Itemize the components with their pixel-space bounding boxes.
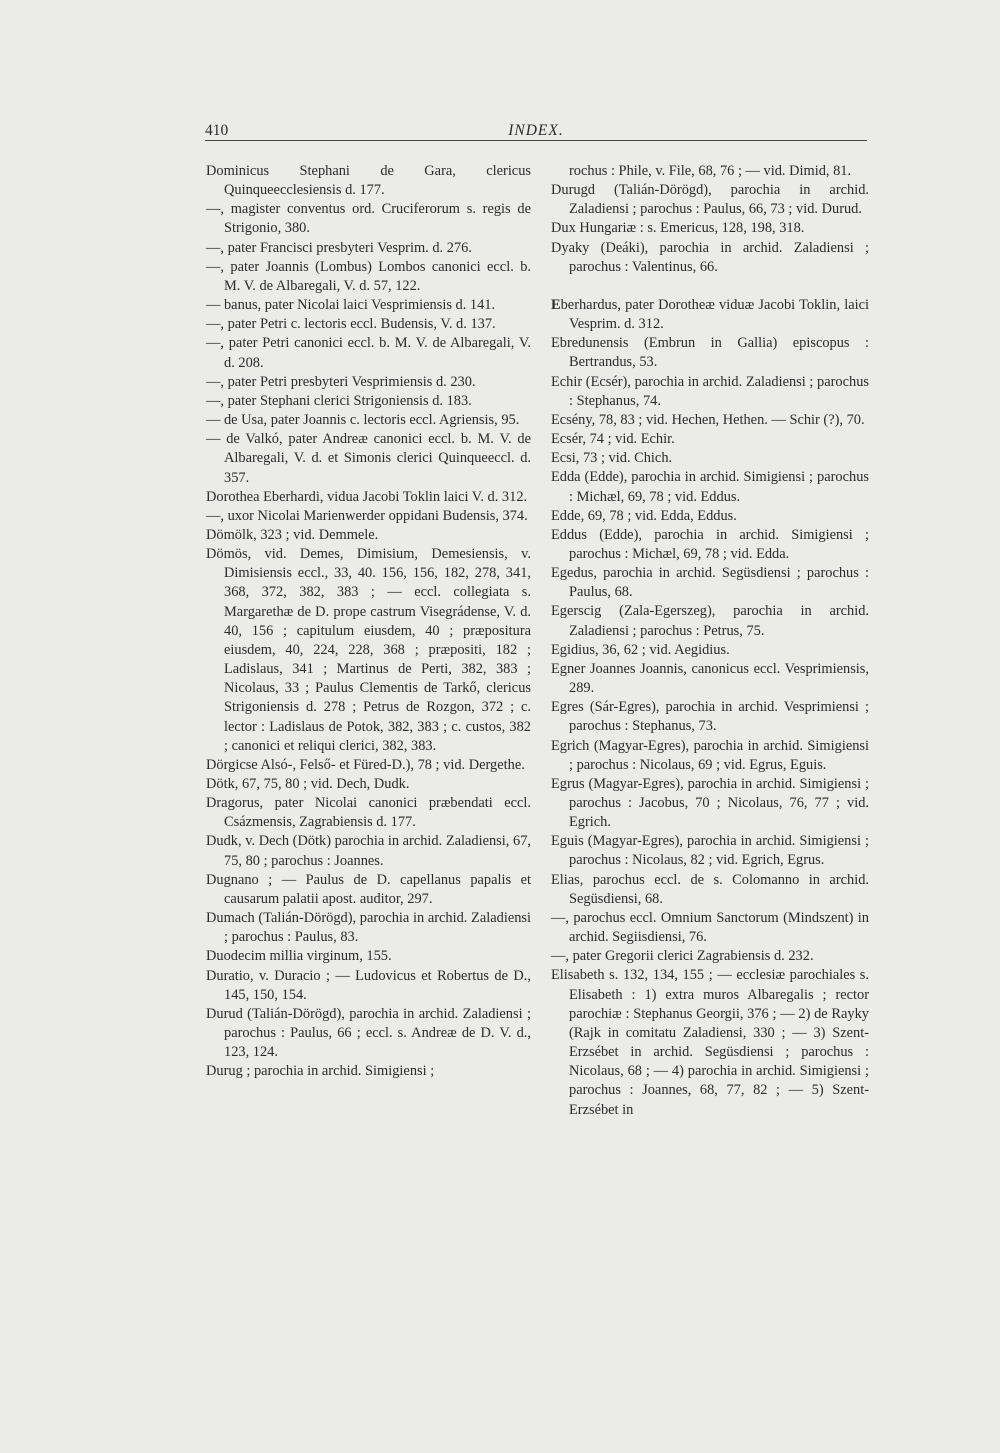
index-entry: —, magister conventus ord. Cruciferorum s. regis de Strigonio, 380. xyxy=(206,201,531,237)
index-entry: —, pater Petri presbyteri Vesprimiensis d. 230. xyxy=(206,373,476,390)
index-entry: Ecsi, 73 ; vid. Chich. xyxy=(551,450,673,467)
index-entry: Dyaky (Deáki), parochia in archid. Zaladiensi ; parochus : Valentinus, 66. xyxy=(551,239,869,275)
index-entry: —, pater Gregorii clerici Zagrabiensis d. 232. xyxy=(551,948,814,965)
index-entry: — de Usa, pater Joannis c. lectoris eccl. Agriensis, 95. xyxy=(206,412,520,429)
index-entry: Elisabeth s. 132, 134, 155 ; — ecclesiæ parochiales s. Elisabeth : 1) extra muros Albaregalis ; rector parochiæ : Stephanus Georgii, 376 ; — 2) de Rayky (Rajk in comitatu Zaladiensi, 330 ; — 3) Szent-Erzsébet in archid. Següsdiensi ; parochus : Nicolaus, 68 ; — 4) parochia in archid. Simigiensi ; parochus : Joannes, 68, 77, 82 ; — 5) Szent-Erzsébet in xyxy=(551,967,869,1118)
index-entry: Egres (Sár-Egres), parochia in archid. Vesprimiensi ; parochus : Stephanus, 73. xyxy=(551,699,869,735)
index-entry: Duratio, v. Duracio ; — Ludovicus et Robertus de D., 145, 150, 154. xyxy=(206,967,531,1003)
index-entry-text: berhardus, pater Dorotheæ viduæ Jacobi Toklin, laici Vesprim. d. 312. xyxy=(560,296,869,333)
index-entry: Dudk, v. Dech (Dötk) parochia in archid. Zaladiensi, 67, 75, 80 ; parochus : Joannes. xyxy=(206,833,531,869)
page-header xyxy=(205,122,867,141)
index-entry: Durugd (Talián-Dörögd), parochia in archid. Zaladiensi ; parochus : Paulus, 66, 73 ; vid. Durud. xyxy=(551,182,869,218)
index-entry: Dörgicse Alsó-, Felső- et Füred-D.), 78 ; vid. Dergethe. xyxy=(206,756,525,773)
index-entry: —, pater Stephani clerici Strigoniensis d. 183. xyxy=(206,392,472,409)
index-entry: —, pater Petri canonici eccl. b. M. V. de Albaregali, V. d. 208. xyxy=(206,335,531,371)
index-entry: —, uxor Nicolai Marienwerder oppidani Budensis, 374. xyxy=(206,507,528,524)
index-entry: Duodecim millia virginum, 155. xyxy=(206,948,392,965)
index-entry: Egner Joannes Joannis, canonicus eccl. Vesprimiensis, 289. xyxy=(551,660,869,697)
index-entry: Edda (Edde), parochia in archid. Simigiensi ; parochus : Michæl, 69, 78 ; vid. Eddus. xyxy=(551,469,869,505)
index-entry: —, pater Joannis (Lombus) Lombos canonici eccl. b. M. V. de Albaregali, V. d. 57, 122. xyxy=(206,258,531,294)
index-entry: Eddus (Edde), parochia in archid. Simigiensi ; parochus : Michæl, 69, 78 ; vid. Edda. xyxy=(551,526,869,562)
index-entry: Dömös, vid. Demes, Dimisium, Demesiensis, v. Dimisiensis eccl., 33, 40. 156, 156, 182, 278, 341, 368, 372, 382, 383 ; — eccl. collegiata s. Margarethæ de D. prope castrum Visegrádense, V. d. 40, 156 ; capitulum eiusdem, 40 ; præpositura eiusdem, 40, 224, 228, 368 ; præpositi, 182 ; Ladislaus, 341 ; Martinus de Perti, 382, 383 ; Nicolaus, 33 ; Paulus Clementis de Tarkő, clericus Strigoniensis d. 278 ; Petrus de Rozgon, 372 ; c. lector : Ladislaus de Potok, 382, 383 ; c. custos, 382 ; canonici et reliqui clerici, 382, 383. xyxy=(206,546,531,754)
index-entry: Dötk, 67, 75, 80 ; vid. Dech, Dudk. xyxy=(206,776,410,792)
index-entry: Egrus (Magyar-Egres), parochia in archid. Simigiensi ; parochus : Jacobus, 70 ; Nicolaus, 76, 77 ; vid. Egrich. xyxy=(551,775,869,831)
index-entry xyxy=(551,296,869,334)
index-entry: Elias, parochus eccl. de s. Colomanno in archid. Següsdiensi, 68. xyxy=(551,871,869,907)
index-entry: Ebredunensis (Embrun in Gallia) episcopus : Bertrandus, 53. xyxy=(551,335,869,371)
index-entry: Eguis (Magyar-Egres), parochia in archid. Simigiensi ; parochus : Nicolaus, 82 ; vid. Egrich, Egrus. xyxy=(551,833,869,869)
index-entry: Edde, 69, 78 ; vid. Edda, Eddus. xyxy=(551,507,737,524)
index-entry: Egidius, 36, 62 ; vid. Aegidius. xyxy=(551,641,730,658)
index-entry: Dumach (Talián-Dörögd), parochia in archid. Zaladiensi ; parochus : Paulus, 83. xyxy=(206,910,531,946)
index-column-left xyxy=(206,162,531,1082)
index-entry: —, parochus eccl. Omnium Sanctorum (Mindszent) in archid. Segiisdiensi, 76. xyxy=(551,909,869,946)
index-entry: Durug ; parochia in archid. Simigiensi ; xyxy=(206,1063,435,1080)
index-entry: Dux Hungariæ : s. Emericus, 128, 198, 318. xyxy=(551,220,805,237)
index-entry: Ecsény, 78, 83 ; vid. Hechen, Hethen. — Schir (?), 70. xyxy=(551,411,865,428)
letter-section-gap xyxy=(551,277,869,296)
running-head: INDEX. xyxy=(508,122,564,139)
index-entry: Egerscig (Zala-Egerszeg), parochia in archid. Zaladiensi ; parochus : Petrus, 75. xyxy=(551,603,869,639)
section-initial: E xyxy=(551,296,561,313)
index-entry: — banus, pater Nicolai laici Vesprimiensis d. 141. xyxy=(206,297,496,314)
index-column-right xyxy=(551,162,869,1120)
index-entry: —, pater Francisci presbyteri Vesprim. d. 276. xyxy=(206,239,472,256)
index-entry: —, pater Petri c. lectoris eccl. Budensis, V. d. 137. xyxy=(206,316,496,333)
index-entry: Ecsér, 74 ; vid. Echir. xyxy=(551,431,675,448)
index-entry-continuation: rochus : Phile, v. File, 68, 76 ; — vid. Dimid, 81. xyxy=(569,163,852,179)
index-entry: — de Valkó, pater Andreæ canonici eccl. b. M. V. de Albaregali, V. d. et Simonis clerici Quinqueeccl. d. 357. xyxy=(206,431,531,486)
index-entry: Egedus, parochia in archid. Següsdiensi ; parochus : Paulus, 68. xyxy=(551,565,869,601)
page-number: 410 xyxy=(205,122,229,139)
index-entry: Egrich (Magyar-Egres), parochia in archid. Simigiensi ; parochus : Nicolaus, 69 ; vid. Egrus, Eguis. xyxy=(551,737,869,773)
index-entry: Dorothea Eberhardi, vidua Jacobi Toklin laici V. d. 312. xyxy=(206,488,528,505)
index-entry: Dominicus Stephani de Gara, clericus Quinqueecclesiensis d. 177. xyxy=(206,163,531,199)
index-entry: Dömölk, 323 ; vid. Demmele. xyxy=(206,526,379,543)
index-entry: Dugnano ; — Paulus de D. capellanus papalis et causarum palatii apost. auditor, 297. xyxy=(206,871,531,907)
index-entry: Echir (Ecsér), parochia in archid. Zaladiensi ; parochus : Stephanus, 74. xyxy=(551,373,869,409)
index-entry: Dragorus, pater Nicolai canonici præbendati eccl. Csázmensis, Zagrabiensis d. 177. xyxy=(206,795,531,831)
index-entry: Durud (Talián-Dörögd), parochia in archid. Zaladiensi ; parochus : Paulus, 66 ; eccl. s. Andreæ de D. V. d., 123, 124. xyxy=(206,1005,531,1061)
